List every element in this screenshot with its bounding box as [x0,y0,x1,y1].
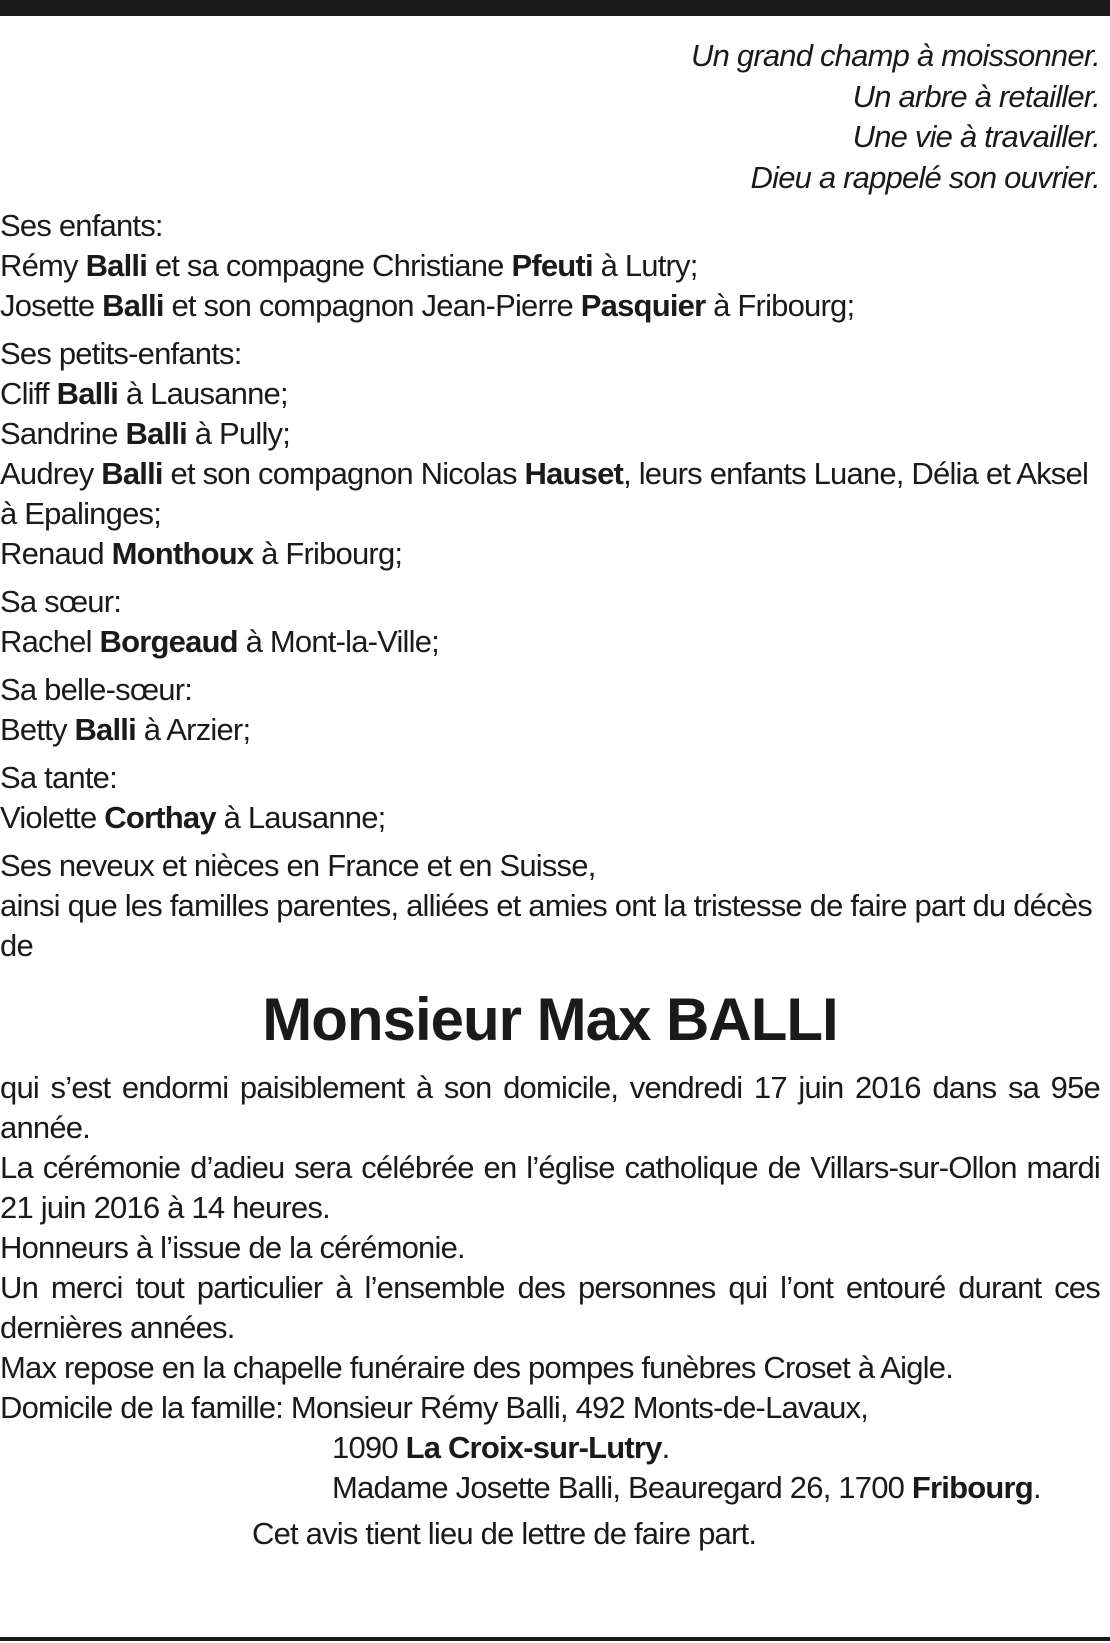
poem-line: Une vie à travailler. [852,119,1100,154]
section-heading: Sa belle-sœur: [0,672,193,707]
domicile-line: Domicile de la famille: Monsieur Rémy Balli, 492 Monts-de-Lavaux, [0,1390,869,1425]
poem-line: Un grand champ à moissonner. [691,38,1100,73]
section-heading: Sa tante: [0,760,117,795]
family-member-line: Cliff Balli à Lausanne; [0,376,288,411]
obituary-content [0,36,1100,1554]
deceased-name: Monsieur Max BALLI [262,986,838,1053]
poem-line: Un arbre à retailler. [852,78,1100,114]
section-enfants [0,206,1100,326]
detail-paragraph: qui s’est endormi paisiblement à son domicile, vendredi 17 juin 2016 dans sa 95e année. [0,1070,1100,1145]
top-rule [0,0,1110,16]
poem [0,36,1100,198]
detail-paragraph: Un merci tout particulier à l’ensemble des personnes qui l’ont entouré durant ces dernières années. [0,1270,1100,1345]
family-member-line: Renaud Monthoux à Fribourg; [0,536,403,571]
detail-paragraph: La cérémonie d’adieu sera célébrée en l’église catholique de Villars-sur-Ollon mardi 21 juin 2016 à 14 heures. [0,1150,1100,1225]
family-member-line: Sandrine Balli à Pully; [0,416,291,451]
section-tante [0,758,1100,838]
domicile-address-line: Madame Josette Balli, Beauregard 26, 1700 Fribourg. [332,1470,1041,1505]
neveux-line: Ses neveux et nièces en France et en Suisse, [0,848,596,883]
family-member-line: Betty Balli à Arzier; [0,712,251,747]
detail-paragraph: Honneurs à l’issue de la cérémonie. [0,1230,465,1265]
section-details [0,1068,1100,1554]
section-soeur [0,582,1100,662]
announcement-text: ainsi que les familles parentes, alliées et amies ont la tristesse de faire part du décès de [0,888,1092,963]
section-heading: Sa sœur: [0,584,122,619]
detail-paragraph: Max repose en la chapelle funéraire des pompes funèbres Croset à Aigle. [0,1350,954,1385]
section-belle-soeur [0,670,1100,750]
section-announcement [0,846,1100,966]
family-member-line: Rémy Balli et sa compagne Christiane Pfeuti à Lutry; [0,248,698,283]
family-member-line: Rachel Borgeaud à Mont-la-Ville; [0,624,439,659]
section-petits-enfants [0,334,1100,574]
section-heading: Ses enfants: [0,208,163,243]
family-member-line: Josette Balli et son compagnon Jean-Pierre Pasquier à Fribourg; [0,288,855,323]
family-member-line: Audrey Balli et son compagnon Nicolas Hauset, leurs enfants Luane, Délia et Aksel à Epalinges; [0,456,1089,531]
closing-note: Cet avis tient lieu de lettre de faire part. [252,1516,757,1551]
family-member-line: Violette Corthay à Lausanne; [0,800,386,835]
poem-line: Dieu a rappelé son ouvrier. [750,159,1100,195]
section-heading: Ses petits-enfants: [0,336,242,371]
domicile-address-line: 1090 La Croix-sur-Lutry. [332,1430,670,1465]
bottom-rule [0,1637,1110,1641]
